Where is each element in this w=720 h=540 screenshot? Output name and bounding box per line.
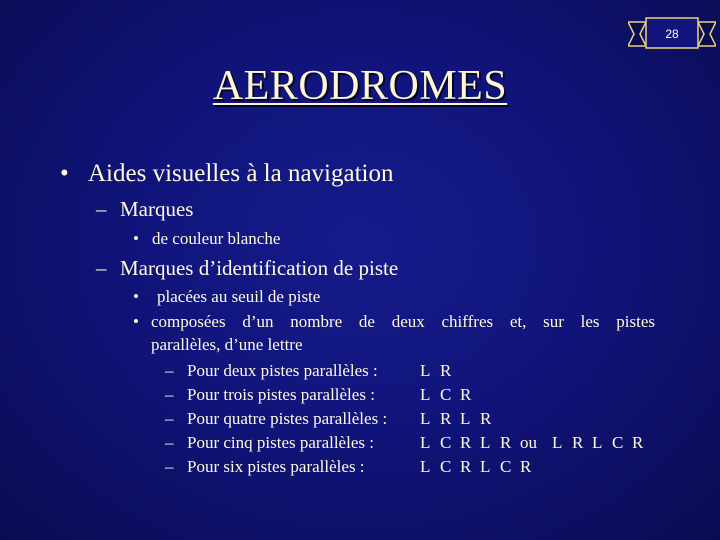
bullet-icon: • — [133, 312, 139, 331]
bullet-level1-text: Aides visuelles à la navigation — [88, 160, 394, 187]
runway-letter-alt: R — [632, 433, 644, 452]
runway-letter: R — [460, 457, 472, 476]
slide-number-badge — [628, 14, 716, 56]
bullet-composees — [133, 312, 655, 334]
runway-letter: C — [440, 457, 452, 476]
runway-letters — [420, 457, 540, 477]
row-label: Pour six pistes parallèles : — [187, 457, 365, 476]
runway-letter: L — [420, 433, 431, 452]
runway-letter: R — [440, 409, 452, 428]
runway-letter: R — [460, 433, 472, 452]
bullet-identification-text: Marques d’identification de piste — [120, 256, 399, 280]
runway-letters — [420, 385, 480, 405]
bullet-icon: • — [133, 229, 139, 248]
slide-number: 28 — [665, 27, 679, 41]
runway-letter: R — [480, 409, 492, 428]
runway-letter-alt: C — [612, 433, 624, 452]
runway-letter: C — [440, 433, 452, 452]
bullet-couleur-text: de couleur blanche — [152, 229, 281, 248]
runway-letter: L — [420, 385, 431, 404]
slide-title: AERODROMES — [212, 63, 508, 109]
runway-letter: L — [420, 361, 431, 380]
dash-icon: – — [165, 409, 174, 428]
runway-letter-alt: R — [572, 433, 584, 452]
runway-letters — [420, 361, 460, 381]
row-label: Pour cinq pistes parallèles : — [187, 433, 374, 452]
runway-letter: C — [440, 385, 452, 404]
runway-letters — [420, 433, 652, 453]
row-label: Pour trois pistes parallèles : — [187, 385, 375, 404]
bullet-composees-text: composées d’un nombre de deux chiffres et, sur les pistes — [151, 312, 655, 331]
bullet-composees-continuation: parallèles, d’une lettre — [151, 335, 303, 354]
dash-icon: – — [165, 433, 174, 452]
runway-letter: L — [480, 433, 491, 452]
runway-letter: L — [420, 409, 431, 428]
dash-icon: – — [165, 385, 174, 404]
runway-letter: R — [460, 385, 472, 404]
dash-icon: – — [96, 256, 107, 280]
alternative-word: ou — [520, 433, 537, 452]
runway-letter: L — [420, 457, 431, 476]
runway-letter: C — [500, 457, 512, 476]
bullet-icon: • — [60, 160, 69, 187]
runway-letter: R — [500, 433, 512, 452]
runway-letter-alt: L — [552, 433, 563, 452]
row-label: Pour quatre pistes parallèles : — [187, 409, 388, 428]
runway-letter: R — [440, 361, 452, 380]
bullet-icon: • — [133, 287, 139, 306]
row-label: Pour deux pistes parallèles : — [187, 361, 378, 380]
runway-letter: R — [520, 457, 532, 476]
dash-icon: – — [165, 457, 174, 476]
runway-letter-alt: L — [592, 433, 603, 452]
runway-letters — [420, 409, 500, 429]
dash-icon: – — [165, 361, 174, 380]
bullet-seuil-text: placées au seuil de piste — [157, 287, 321, 306]
dash-icon: – — [96, 197, 107, 221]
runway-letter: L — [460, 409, 471, 428]
runway-letter: L — [480, 457, 491, 476]
bullet-marques-text: Marques — [120, 197, 194, 221]
